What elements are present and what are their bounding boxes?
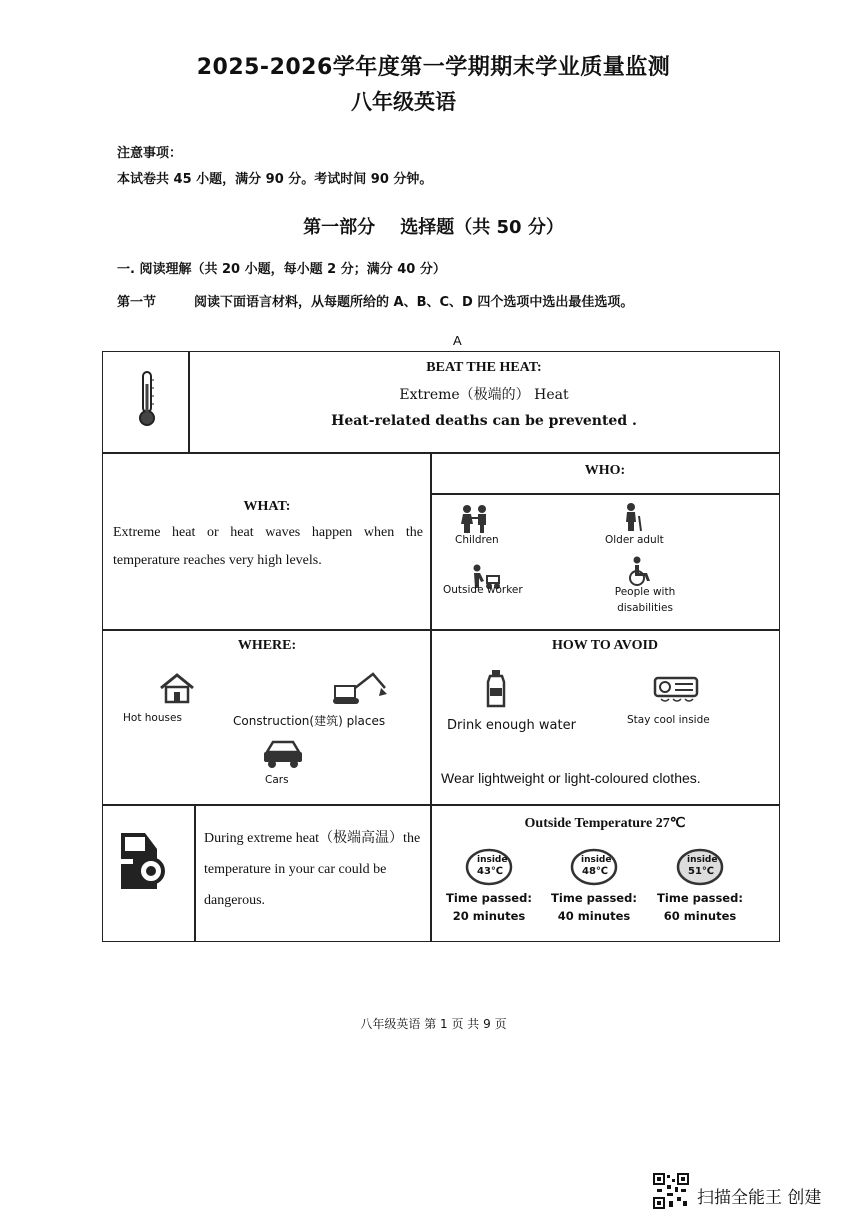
children-icon: [457, 504, 493, 534]
banner-line2: Extreme（极端的） Heat: [399, 387, 569, 403]
gauge-40-passed: Time passed:: [551, 891, 637, 905]
wheelchair-icon: [625, 556, 655, 586]
water-bottle-icon: [485, 668, 507, 708]
where-construction-label: Construction(建筑) places: [233, 714, 386, 728]
gauge-60-temp: 51℃: [688, 866, 715, 877]
who-older-label: Older adult: [605, 534, 664, 546]
air-conditioner-icon: [653, 676, 699, 706]
qr-code-icon: [653, 1173, 689, 1209]
gauge-40-temp: 48℃: [582, 866, 609, 877]
notice-text: 本试卷共 45 小题，满分 90 分。考试时间 90 分钟。: [117, 172, 433, 187]
car-door-cell: [102, 804, 196, 942]
where-cars-label: Cars: [265, 774, 289, 786]
sub-section-label: 第一节: [117, 295, 157, 310]
car-icon: [261, 738, 305, 770]
what-text: Extreme heat or heat waves happen when the temperature reaches very high levels.: [113, 525, 423, 568]
exam-subtitle: 八年级英语: [351, 90, 456, 114]
banner-line3: Heat-related deaths can be prevented .: [331, 413, 637, 429]
gauge-20-time: 20 minutes: [452, 909, 526, 923]
gauge-20-inside: inside: [477, 855, 508, 865]
page-footer: 八年级英语 第 1 页 共 9 页: [360, 1017, 507, 1031]
thermometer-icon: [137, 370, 157, 428]
banner-cell: [188, 351, 780, 454]
gauge-40-time: 40 minutes: [557, 909, 631, 923]
where-houses-label: Hot houses: [123, 712, 182, 724]
avoid-cool-label: Stay cool inside: [627, 714, 710, 726]
who-heading-cell: [430, 452, 780, 495]
avoid-water-label: Drink enough water: [447, 718, 576, 733]
gauge-60-time: 60 minutes: [663, 909, 737, 923]
banner-title: BEAT THE HEAT:: [426, 360, 542, 375]
avoid-cell: [430, 629, 780, 806]
gauge-60-passed: Time passed:: [657, 891, 743, 905]
gauge-60: [645, 847, 755, 923]
what-cell: [102, 452, 432, 631]
banner-icon-cell: [102, 351, 190, 454]
part-heading: 第一部分 选择题（共 50 分）: [303, 217, 564, 238]
car-door-icon: [117, 829, 169, 895]
outside-temp-cell: [430, 804, 780, 942]
who-worker-label: Outside worker: [443, 584, 523, 596]
gauge-20-temp: 43℃: [477, 866, 504, 877]
house-icon: [157, 672, 197, 704]
gauge-40-inside: inside: [581, 855, 612, 865]
sub-section-text: 阅读下面语言材料，从每题所给的 A、B、C、D 四个选项中选出最佳选项。: [194, 295, 634, 310]
section-heading: 一. 阅读理解（共 20 小题，每小题 2 分；满分 40 分）: [117, 262, 446, 277]
older-adult-icon: [621, 502, 645, 532]
outside-temp-heading: Outside Temperature 27℃: [524, 816, 686, 831]
scanner-watermark: 扫描全能王 创建: [697, 1188, 822, 1208]
car-warning-cell: [194, 804, 432, 942]
who-cell: [430, 493, 780, 631]
where-cell: [102, 629, 432, 806]
gauge-60-inside: inside: [687, 855, 718, 865]
exam-title: 2025-2026学年度第一学期期末学业质量监测: [196, 55, 671, 80]
excavator-icon: [331, 670, 389, 706]
who-children-label: Children: [455, 534, 499, 546]
avoid-clothes-tip: Wear lightweight or light-coloured clothes.: [441, 770, 701, 786]
notice-label: 注意事项：: [117, 146, 183, 161]
what-heading: WHAT:: [243, 499, 291, 514]
who-heading: WHO:: [584, 463, 626, 478]
car-warning-text: During extreme heat（极端高温）the temperature in your car could be dangerous.: [204, 831, 421, 908]
avoid-heading: HOW TO AVOID: [551, 638, 659, 653]
gauge-40: [539, 847, 649, 923]
who-disabilities-label: People with disabilities: [614, 586, 676, 614]
gauge-20: [439, 847, 539, 923]
section-instruction: [117, 291, 633, 310]
passage-label: A: [453, 333, 462, 348]
gauge-20-passed: Time passed:: [446, 891, 532, 905]
where-heading: WHERE:: [237, 638, 297, 653]
